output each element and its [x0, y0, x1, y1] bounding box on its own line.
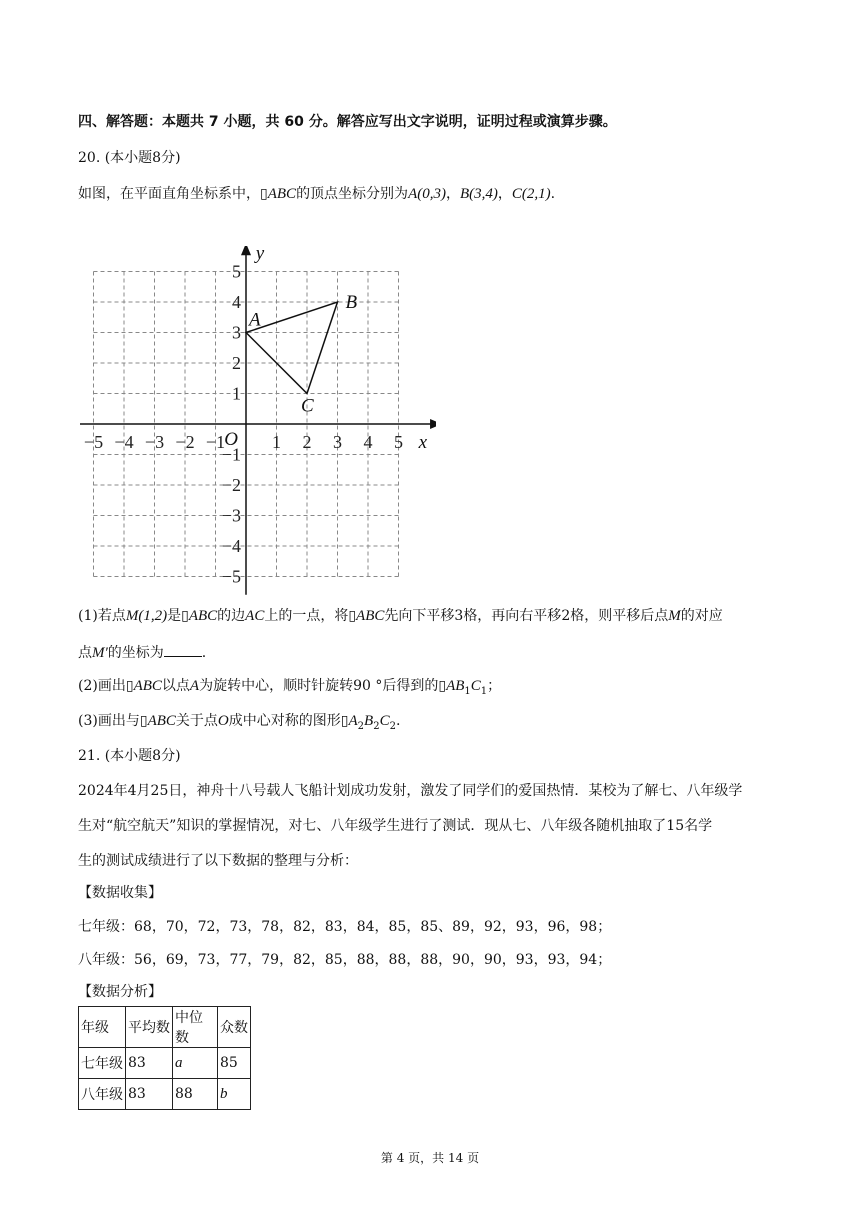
table-cell: 83	[126, 1079, 173, 1110]
y-tick-label: 2	[232, 353, 241, 373]
x-tick-label: −1	[205, 432, 226, 452]
x-axis-arrow	[430, 419, 436, 429]
x-tick-label: −5	[83, 432, 104, 452]
axes	[80, 246, 436, 595]
x-tick-label: −4	[114, 432, 134, 452]
y-tick-label: −1	[221, 444, 241, 465]
question-21-para-3: 生的测试成绩进行了以下数据的整理与分析：	[78, 853, 358, 869]
triangle-symbol: ▯	[260, 186, 268, 202]
table-cell: 88	[173, 1079, 218, 1110]
grade-8-scores: 八年级：56，69，73，77，79，82，85，88，88，88，90，90，93，93，94；	[78, 952, 612, 968]
grade-7-scores: 七年级：68，70，72，73，78，82，83，84，85，85、89，92，93，96，98；	[78, 919, 612, 935]
table-row	[79, 1079, 251, 1110]
header-cell: 年级	[79, 1007, 126, 1048]
question-20-stem: 如图，在平面直角坐标系中，▯ABC的顶点坐标分别为A(0,3)，B(3,4)，C(2,1).	[78, 186, 556, 202]
point-label-c: C	[301, 395, 314, 417]
x-tick-label: 1	[272, 432, 281, 452]
section-heading: 四、解答题：本题共 7 小题，共 60 分。解答应写出文字说明，证明过程或演算步骤。	[78, 114, 617, 130]
question-20-number: 20. (本小题8分)	[78, 150, 181, 166]
y-tick-label: −4	[221, 536, 241, 556]
y-tick-label: −3	[221, 505, 241, 526]
question-21-para-2: 生对“航空航天”知识的掌握情况，对七、八年级学生进行了测试．现从七、八年级各随机抽取了15名学	[78, 818, 713, 834]
table-cell: 85	[218, 1048, 251, 1079]
statistics-table	[78, 1006, 251, 1110]
table-cell: 八年级	[79, 1079, 126, 1110]
part-2: (2)画出▯ABC以点A为旋转中心，顺时针旋转90 °后得到的$▯AB_1C_1$；	[78, 678, 502, 697]
y-tick-label: 5	[232, 261, 241, 282]
y-tick-label: −2	[221, 475, 241, 495]
part-3: (3)画出与▯ABC关于点O成中心对称的图形$▯A_2B_2C_2$.	[78, 713, 401, 732]
y-tick-label: 4	[232, 292, 241, 312]
answer-blank	[164, 642, 202, 657]
x-tick-label: −3	[144, 432, 165, 452]
table-row	[79, 1048, 251, 1079]
point-label-a: A	[249, 309, 261, 331]
table-cell: b	[218, 1079, 251, 1110]
y-axis-label: y	[255, 246, 265, 265]
page-footer: 第 4 页，共 14 页	[380, 1151, 480, 1165]
table-header-row	[79, 1007, 251, 1048]
part-1-line-1: (1)若点M(1,2)是▯ABC的边AC上的一点，将▯ABC先向下平移3格，再向右平移2格，则平移后点M的对应	[78, 608, 723, 624]
question-21-number: 21. (本小题8分)	[78, 748, 181, 764]
header-cell: 中位数	[173, 1007, 218, 1048]
x-axis-label: x	[418, 432, 428, 453]
data-collection-heading: 【数据收集】	[78, 885, 162, 901]
coordinate-figure	[76, 246, 436, 596]
x-tick-label: 2	[302, 432, 312, 452]
header-cell: 平均数	[126, 1007, 173, 1048]
x-tick-label: 4	[363, 432, 373, 452]
header-cell: 众数	[218, 1007, 251, 1048]
y-axis-arrow	[241, 246, 251, 255]
table-cell: 七年级	[79, 1048, 126, 1079]
table-cell: a	[173, 1048, 218, 1079]
data-analysis-heading: 【数据分析】	[78, 984, 162, 1000]
triangle-abc	[246, 292, 358, 417]
y-tick-label: 3	[232, 322, 241, 343]
x-tick-label: 5	[394, 432, 403, 452]
y-tick-label: 1	[232, 383, 241, 404]
x-tick-label: −2	[175, 432, 195, 452]
y-tick-label: −5	[221, 566, 241, 587]
point-label-b: B	[345, 292, 358, 313]
question-21-para-1: 2024年4月25日，神舟十八号载人飞船计划成功发射，激发了同学们的爱国热情．某校为了解七、八年级学	[78, 783, 743, 799]
part-1-line-2: 点M′的坐标为 .	[78, 642, 206, 663]
tick-labels	[84, 246, 428, 586]
origin-label: O	[224, 429, 238, 450]
table-cell: 83	[126, 1048, 173, 1079]
x-tick-label: 3	[333, 432, 342, 452]
